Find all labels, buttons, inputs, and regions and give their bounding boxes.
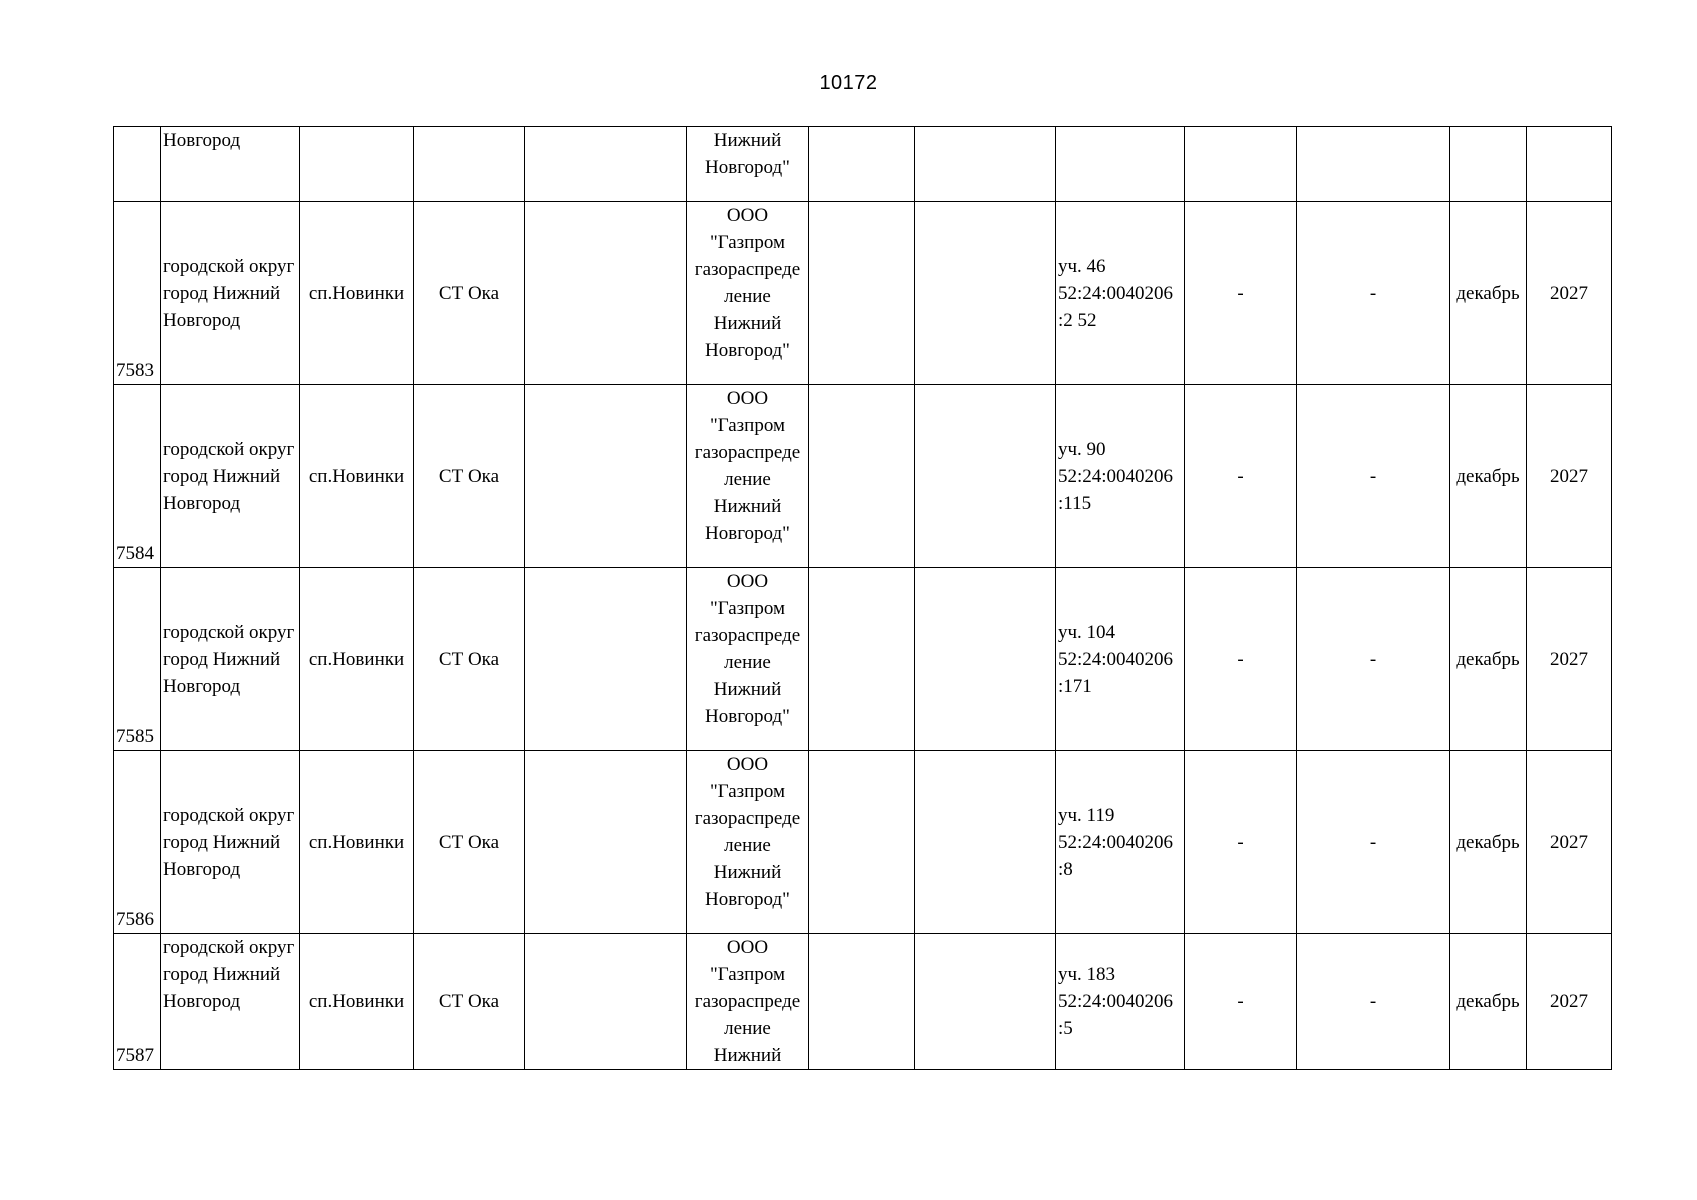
partnership-cell: СТ Ока (414, 751, 525, 934)
plot-cell (1056, 751, 1185, 934)
empty-cell (915, 568, 1056, 751)
plot-cell (1056, 568, 1185, 751)
dash-cell: - (1185, 934, 1297, 1070)
empty-cell (809, 202, 915, 385)
settlement-cell: сп.Новинки (300, 934, 414, 1070)
organization-cell: ООО "Газпром газораспреде ление Нижний Новгород" (687, 568, 809, 751)
row-number-cell: 7586 (114, 751, 161, 934)
plot-text: уч. 104 52:24:0040206 :171 (1058, 621, 1174, 697)
organization-cell: ООО "Газпром газораспреде ление Нижний Новгород" (687, 751, 809, 934)
table-row (114, 751, 1612, 934)
row-number-cell: 7585 (114, 568, 161, 751)
row-number-cell: 7584 (114, 385, 161, 568)
dash-cell: - (1297, 385, 1450, 568)
partnership-cell: СТ Ока (414, 934, 525, 1070)
dash-cell: - (1185, 751, 1297, 934)
dash-cell: - (1297, 934, 1450, 1070)
plot-text: уч. 119 52:24:0040206 :8 (1058, 804, 1174, 880)
dash-cell: - (1297, 202, 1450, 385)
empty-cell (1450, 127, 1527, 202)
row-number-cell: 7583 (114, 202, 161, 385)
partnership-cell: СТ Ока (414, 568, 525, 751)
empty-cell (525, 127, 687, 202)
dash-cell: - (1185, 202, 1297, 385)
municipality-cell: городской округ город Нижний Новгород (161, 568, 300, 751)
table-row (114, 934, 1612, 1070)
month-cell: декабрь (1450, 934, 1527, 1070)
empty-cell (809, 127, 915, 202)
month-cell: декабрь (1450, 568, 1527, 751)
empty-cell (1297, 127, 1450, 202)
settlement-cell: сп.Новинки (300, 202, 414, 385)
dash-cell: - (1297, 751, 1450, 934)
organization-cell: ООО "Газпром газораспреде ление Нижний Новгород" (687, 202, 809, 385)
empty-cell (809, 568, 915, 751)
row-number-cell: 7587 (114, 934, 161, 1070)
year-cell: 2027 (1527, 751, 1612, 934)
settlement-cell: сп.Новинки (300, 568, 414, 751)
empty-cell (915, 751, 1056, 934)
page-number: 10172 (819, 72, 878, 94)
empty-cell (525, 202, 687, 385)
empty-cell (915, 385, 1056, 568)
table-row (114, 202, 1612, 385)
partnership-cell: СТ Ока (414, 385, 525, 568)
empty-cell (414, 127, 525, 202)
empty-cell (525, 385, 687, 568)
month-cell: декабрь (1450, 202, 1527, 385)
organization-cell: Нижний Новгород" (687, 127, 809, 202)
partnership-cell: СТ Ока (414, 202, 525, 385)
empty-cell (915, 934, 1056, 1070)
plot-text: уч. 183 52:24:0040206 :5 (1058, 964, 1174, 1039)
settlement-cell: сп.Новинки (300, 385, 414, 568)
settlement-cell: сп.Новинки (300, 751, 414, 934)
empty-cell (1056, 127, 1185, 202)
year-cell: 2027 (1527, 385, 1612, 568)
plot-cell (1056, 934, 1185, 1070)
month-cell: декабрь (1450, 385, 1527, 568)
organization-cell: ООО "Газпром газораспреде ление Нижний (687, 934, 809, 1070)
continuation-row (114, 127, 1612, 202)
empty-cell (300, 127, 414, 202)
empty-cell (525, 568, 687, 751)
municipality-cell: городской округ город Нижний Новгород (161, 385, 300, 568)
year-cell: 2027 (1527, 934, 1612, 1070)
municipality-cell: городской округ город Нижний Новгород (161, 934, 300, 1070)
empty-cell (915, 202, 1056, 385)
empty-cell (525, 751, 687, 934)
municipality-cell: городской округ город Нижний Новгород (161, 202, 300, 385)
year-cell: 2027 (1527, 202, 1612, 385)
empty-cell (809, 751, 915, 934)
dash-cell: - (1297, 568, 1450, 751)
plot-cell (1056, 202, 1185, 385)
locality-cell: Новгород (161, 127, 300, 202)
empty-cell (809, 385, 915, 568)
row-number-cell (114, 127, 161, 202)
year-cell: 2027 (1527, 568, 1612, 751)
month-cell: декабрь (1450, 751, 1527, 934)
table-row (114, 385, 1612, 568)
dash-cell: - (1185, 568, 1297, 751)
dash-cell: - (1185, 385, 1297, 568)
empty-cell (809, 934, 915, 1070)
plot-text: уч. 90 52:24:0040206 :115 (1058, 438, 1174, 514)
plot-cell (1056, 385, 1185, 568)
empty-cell (915, 127, 1056, 202)
table-row (114, 568, 1612, 751)
empty-cell (1185, 127, 1297, 202)
empty-cell (525, 934, 687, 1070)
empty-cell (1527, 127, 1612, 202)
register-table (113, 126, 1612, 1070)
organization-cell: ООО "Газпром газораспреде ление Нижний Новгород" (687, 385, 809, 568)
plot-text: уч. 46 52:24:0040206 :2 52 (1058, 255, 1174, 331)
municipality-cell: городской округ город Нижний Новгород (161, 751, 300, 934)
